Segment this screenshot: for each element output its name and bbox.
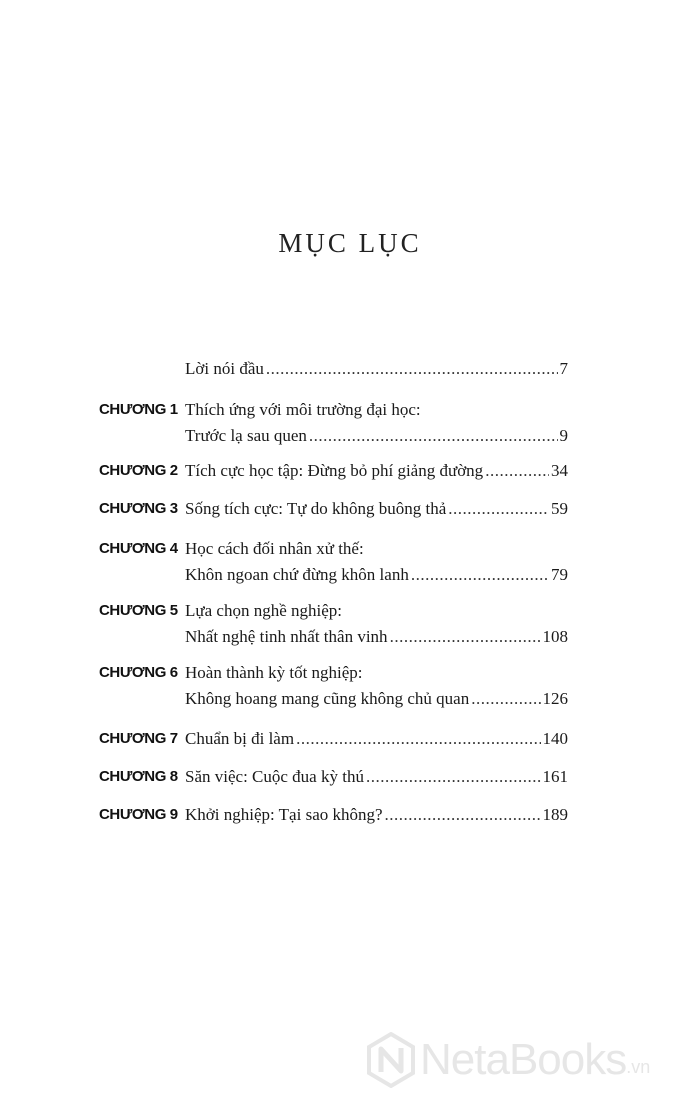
chapter-label: CHƯƠNG 5 xyxy=(99,602,178,619)
toc-line xyxy=(185,802,568,828)
entry-title: Lựa chọn nghề nghiệp: xyxy=(185,601,342,620)
toc-line xyxy=(185,624,568,650)
dot-leader xyxy=(266,356,558,382)
entry-title: Khởi nghiệp: Tại sao không? xyxy=(185,805,383,824)
toc-line xyxy=(185,562,568,588)
page-number: 161 xyxy=(542,767,568,786)
entry-title: Săn việc: Cuộc đua kỳ thú xyxy=(185,767,364,786)
dot-leader xyxy=(471,686,540,712)
page-title: MỤC LỤC xyxy=(278,228,422,258)
page-number: 189 xyxy=(542,805,568,824)
dot-leader xyxy=(448,496,549,522)
toc-line xyxy=(185,397,568,423)
toc-line xyxy=(185,660,568,686)
entry-title: Học cách đối nhân xử thế: xyxy=(185,539,364,558)
dot-leader xyxy=(296,726,540,752)
dot-leader xyxy=(411,562,549,588)
chapter-label: CHƯƠNG 8 xyxy=(99,768,178,785)
entry-title: Sống tích cực: Tự do không buông thả xyxy=(185,499,447,518)
entry-title: Nhất nghệ tinh nhất thân vinh xyxy=(185,627,388,646)
toc-line xyxy=(185,423,568,449)
page-number: 7 xyxy=(559,359,568,378)
entry-title: Khôn ngoan chứ đừng khôn lanh xyxy=(185,565,409,584)
entry-title: Không hoang mang cũng không chủ quan xyxy=(185,689,470,708)
toc-line xyxy=(185,686,568,712)
page-number: 79 xyxy=(551,565,568,584)
chapter-label: CHƯƠNG 6 xyxy=(99,664,178,681)
entry-title: Chuẩn bị đi làm xyxy=(185,729,295,748)
page-number: 9 xyxy=(559,426,568,445)
page-number: 34 xyxy=(551,461,568,480)
chapter-label: CHƯƠNG 9 xyxy=(99,806,178,823)
toc-line xyxy=(185,356,568,382)
page-number: 59 xyxy=(551,499,568,518)
entry-title: Hoàn thành kỳ tốt nghiệp: xyxy=(185,663,363,682)
toc-line xyxy=(185,496,568,522)
dot-leader xyxy=(309,423,558,449)
entry-title: Lời nói đầu xyxy=(185,359,264,378)
dot-leader xyxy=(366,764,541,790)
toc-line xyxy=(185,726,568,752)
toc-line xyxy=(185,536,568,562)
watermark xyxy=(366,1030,686,1090)
chapter-label: CHƯƠNG 1 xyxy=(99,401,178,418)
page-number: 140 xyxy=(542,729,568,748)
dot-leader xyxy=(385,802,541,828)
dot-leader xyxy=(485,458,549,484)
entry-title: Thích ứng với môi trường đại học: xyxy=(185,400,421,419)
chapter-label: CHƯƠNG 2 xyxy=(99,462,178,479)
page-number: 108 xyxy=(542,627,568,646)
dot-leader xyxy=(390,624,541,650)
toc-line xyxy=(185,598,568,624)
entry-title: Tích cực học tập: Đừng bỏ phí giảng đường xyxy=(185,461,484,480)
watermark-brand: NetaBooks xyxy=(420,1035,627,1084)
entry-title: Trước lạ sau quen xyxy=(185,426,307,445)
netabooks-logo-icon xyxy=(366,1032,416,1088)
watermark-suffix: .vn xyxy=(626,1056,651,1077)
toc-line xyxy=(185,458,568,484)
toc-line xyxy=(185,764,568,790)
chapter-label: CHƯƠNG 3 xyxy=(99,500,178,517)
chapter-label: CHƯƠNG 4 xyxy=(99,540,178,557)
page-number: 126 xyxy=(542,689,568,708)
chapter-label: CHƯƠNG 7 xyxy=(99,730,178,747)
